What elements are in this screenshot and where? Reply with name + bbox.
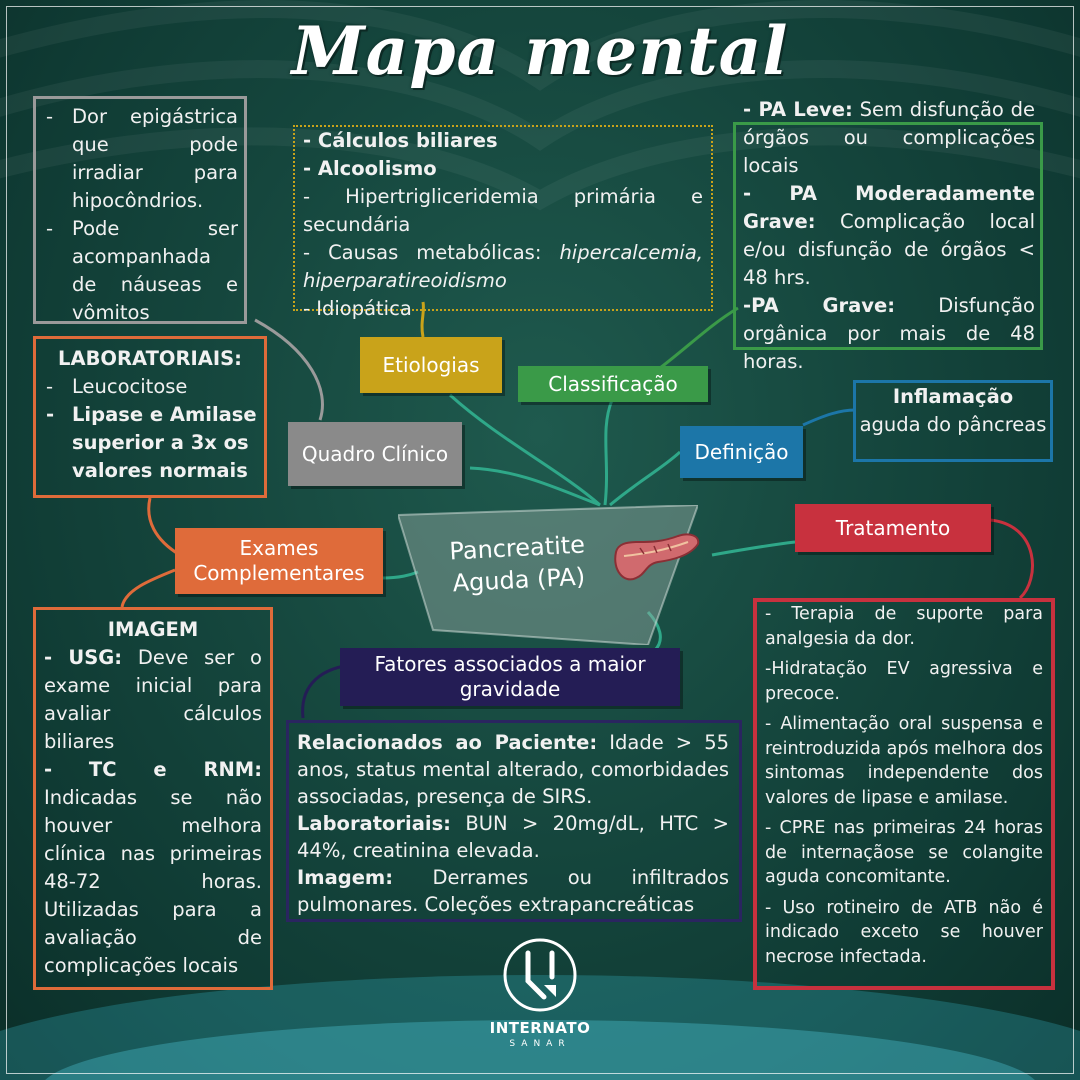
etiologia-item: - Idiopática: [303, 297, 412, 320]
fatores-text: BUN > 20mg/dL, HTC > 44%, creatinina elevada.: [297, 812, 729, 862]
laboratoriais-heading: LABORATORIAIS:: [58, 347, 242, 370]
connector-etiologias: [450, 395, 600, 505]
tratamento-item: - CPRE nas primeiras 24 horas de internaçãose se colangite aguda concomitante.: [765, 818, 1043, 887]
etiologia-prefix: - Causas metabólicas:: [303, 241, 560, 264]
tratamento-item: - Alimentação oral suspensa e reintroduzida após melhora dos sintomas independente dos valores de lipase e amilase.: [765, 714, 1043, 808]
etiologia-item: - Cálculos biliares: [303, 129, 498, 152]
logo-brand: INTERNATO: [489, 1019, 591, 1037]
tratamento-box: [753, 598, 1055, 990]
classificacao-border: [733, 122, 1043, 350]
definicao-text: aguda do pâncreas: [859, 413, 1047, 436]
etiologia-item: [303, 239, 703, 295]
node-tratamento: Tratamento: [795, 504, 991, 552]
classificacao-text: Complicação local e/ou disfunção de órgãos < 48 hrs.: [743, 210, 1035, 289]
imagem-term: - TC e RNM:: [44, 758, 262, 781]
logo-icon: [500, 935, 580, 1015]
connector-def-box: [803, 410, 855, 425]
laboratoriais-box: [33, 336, 267, 498]
fatores-term: Imagem:: [297, 866, 394, 889]
quadro-item: - Pode ser acompanhada de náuseas e vômitos: [42, 215, 238, 327]
imagem-text: Deve ser o exame inicial para avaliar cálculos biliares: [44, 646, 262, 753]
center-node-label: Pancreatite Aguda (PA): [448, 530, 586, 598]
laboratoriais-item: - Lipase e Amilase superior a 3x os valores normais: [42, 401, 258, 485]
imagem-item: [44, 756, 262, 980]
connector-tratamento: [712, 542, 795, 555]
connector-img-box: [122, 570, 175, 607]
quadro-item: - Dor epigástrica que pode irradiar para hipocôndrios.: [42, 103, 238, 215]
node-definicao: Definição: [680, 426, 803, 478]
fatores-item: [297, 729, 729, 810]
etiologia-detail: hipercalcemia, hiperparatireoidismo: [303, 241, 703, 292]
classificacao-term: - PA Leve:: [743, 98, 853, 121]
connector-trat-box: [990, 520, 1032, 598]
classificacao-box: [735, 96, 1045, 373]
page-title: Mapa mental: [291, 12, 789, 90]
node-fatores: Fatores associados a maior gravidade: [340, 648, 680, 706]
brand-logo: [480, 935, 600, 1070]
definicao-strong: Inflamação: [892, 385, 1014, 408]
connector-quadro: [470, 468, 600, 505]
fatores-item: [297, 864, 729, 918]
etiologia-item: - Hipertrigliceridemia primária e secundária: [303, 185, 703, 236]
imagem-heading: IMAGEM: [107, 618, 199, 641]
imagem-box: [33, 607, 273, 990]
node-classificacao: Classificação: [518, 366, 708, 402]
etiologias-box: [293, 125, 713, 320]
node-quadro-clinico: Quadro Clínico: [288, 422, 462, 486]
connector-definicao: [610, 452, 680, 505]
fatores-term: Laboratoriais:: [297, 812, 451, 835]
definicao-box: [853, 380, 1053, 462]
imagem-item: [44, 644, 262, 756]
fatores-text: Derrames ou infiltrados pulmonares. Coleções extrapancreáticas: [297, 866, 729, 916]
imagem-term: - USG:: [44, 646, 123, 669]
node-exames: Exames Complementares: [175, 528, 383, 594]
node-etiologias: Etiologias: [360, 337, 502, 393]
classificacao-term: - PA Moderadamente Grave:: [743, 182, 1035, 233]
pancreas-icon: [610, 530, 702, 588]
classificacao-text: Disfunção orgânica por mais de 48 horas.: [743, 294, 1035, 373]
fatores-item: [297, 810, 729, 864]
tratamento-item: - Terapia de suporte para analgesia da dor.: [765, 604, 1043, 649]
fatores-text: Idade > 55 anos, status mental alterado, comorbidades associadas, presença de SIRS.: [297, 731, 730, 808]
quadro-clinico-box: [33, 96, 247, 324]
logo-sub: SANAR: [509, 1039, 571, 1049]
fatores-box: [286, 720, 742, 922]
tratamento-item: -Hidratação EV agressiva e precoce.: [765, 659, 1043, 704]
classificacao-text: Sem disfunção de órgãos ou complicações locais: [743, 98, 1035, 177]
laboratoriais-item: - Leucocitose: [42, 373, 258, 401]
imagem-text: Indicadas se não houver melhora clínica nas primeiras 48-72 horas. Utilizadas para a avaliação de complicações locais: [44, 786, 262, 977]
tratamento-item: - Uso rotineiro de ATB não é indicado exceto se houver necrose infectada.: [765, 897, 1043, 967]
classificacao-term: -PA Grave:: [743, 294, 895, 317]
etiologia-item: - Alcoolismo: [303, 157, 437, 180]
connector-classificacao: [605, 400, 612, 505]
fatores-term: Relacionados ao Paciente:: [297, 731, 598, 754]
